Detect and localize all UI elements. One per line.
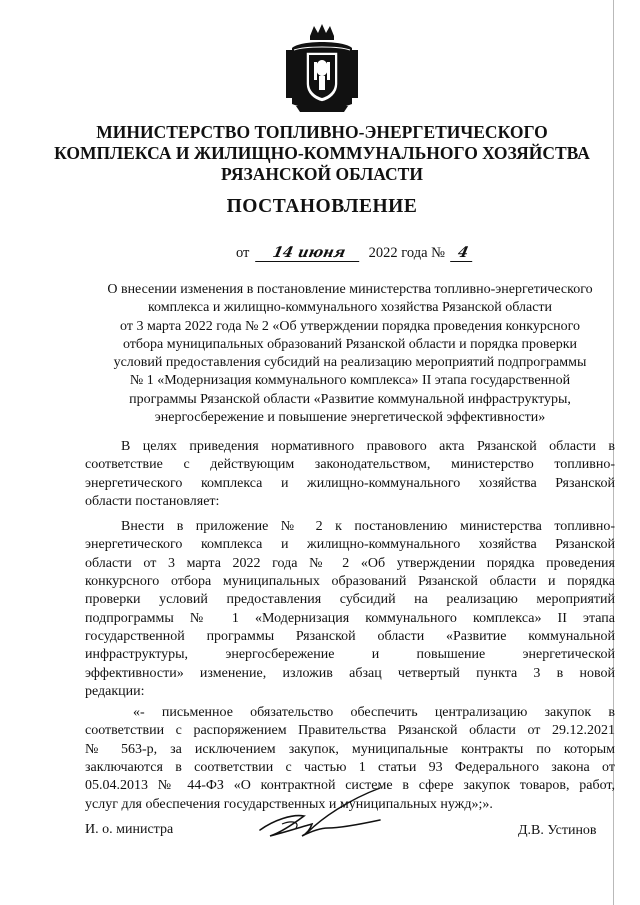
ministry-header	[40, 122, 604, 185]
signatory-name: Д.В. Устинов	[518, 823, 597, 838]
ministry-line-2: КОМПЛЕКСА И ЖИЛИЩНО-КОММУНАЛЬНОГО ХОЗЯЙСТВА	[54, 143, 590, 163]
text-line: соответствии с распоряжением Правительства Рязанской области от 29.12.2021	[85, 723, 615, 739]
subject-line: отбора муниципальных образований Рязанской области и порядка проверки	[122, 336, 577, 352]
text-line: 05.04.2013 № 44-ФЗ «О контрактной системе в сфере закупок товаров, работ,	[85, 778, 615, 794]
text-line: проверки условий предоставления субсидий на реализацию мероприятий	[85, 592, 615, 608]
ministry-line-3: РЯЗАНСКОЙ ОБЛАСТИ	[221, 164, 423, 184]
handwritten-date: 14 июня	[255, 244, 363, 262]
ministry-line-1: МИНИСТЕРСТВО ТОПЛИВНО-ЭНЕРГЕТИЧЕСКОГО	[96, 122, 548, 142]
subject-line: программы Рязанской области «Развитие коммунальной инфраструктуры,	[129, 391, 571, 407]
subject-line: энергосбережение и повышение энергетической эффективности»	[154, 410, 546, 426]
text-line: энергетического комплекса и жилищно-коммунального хозяйства Рязанской	[85, 537, 615, 553]
text-line: услуг для обеспечения государственных и муниципальных нужд»;».	[85, 796, 493, 812]
text-line: В целях приведения нормативного правового акта Рязанской области в	[121, 439, 615, 454]
text-line: заключаются в соответствии с частью 1 статьи 93 Федерального закона от	[85, 760, 615, 776]
subject-line: № 1 «Модернизация коммунального комплекса» II этапа государственной	[129, 373, 571, 389]
text-line: «- письменное обязательство обеспечить централизацию закупок в	[133, 705, 615, 721]
text-line: подпрограммы № 1 «Модернизация коммунального комплекса» II этапа	[85, 610, 615, 626]
document-subject	[86, 281, 614, 427]
text-line: области постановляет:	[85, 493, 220, 509]
text-line: Внести в приложение № 2 к постановлению министерства топливно-	[121, 519, 615, 535]
text-line: энергетического комплекса и жилищно-коммунального хозяйства Рязанской	[85, 475, 615, 491]
year-and-number-label: 2022 года №	[368, 245, 445, 261]
date-prefix: от	[236, 245, 250, 261]
text-line: инфраструктуры, энергосбережение и повышение энергетической	[85, 647, 615, 663]
handwritten-signature-icon	[252, 780, 392, 850]
text-line: области от 3 марта 2022 года № 2 «Об утверждении порядка проведения	[85, 555, 615, 571]
document-type-title: ПОСТАНОВЛЕНИЕ	[226, 196, 418, 217]
amendment-paragraph	[85, 518, 615, 701]
date-and-number-line	[236, 244, 474, 262]
subject-line: О внесении изменения в постановление министерства топливно-энергетического	[107, 282, 593, 297]
text-line: № 563-р, за исключением закупок, муниципальные контракты по которым	[85, 741, 615, 757]
subject-line: комплекса и жилищно-коммунального хозяйства Рязанской области	[147, 300, 553, 316]
text-line: редакции:	[85, 683, 145, 699]
subject-line: условий предоставления субсидий на реализацию мероприятий подпрограммы	[113, 355, 587, 371]
ryazan-coat-of-arms-icon	[286, 22, 358, 114]
subject-line: от 3 марта 2022 года № 2 «Об утверждении порядка проведения конкурсного	[120, 318, 580, 334]
handwritten-number: 4	[450, 244, 476, 262]
text-line: эффективности» изменение, изложив абзац четвертый пункта 3 в новой	[85, 665, 615, 681]
preamble-paragraph	[85, 438, 615, 511]
document-body	[85, 438, 615, 814]
text-line: конкурсного отбора муниципальных образований Рязанской области и порядка	[85, 574, 615, 590]
text-line: соответствие с действующим законодательством, министерство топливно-	[85, 457, 615, 473]
text-line: государственной программы Рязанской области «Развитие коммунальной	[85, 628, 615, 644]
signatory-title: И. о. министра	[85, 822, 174, 837]
